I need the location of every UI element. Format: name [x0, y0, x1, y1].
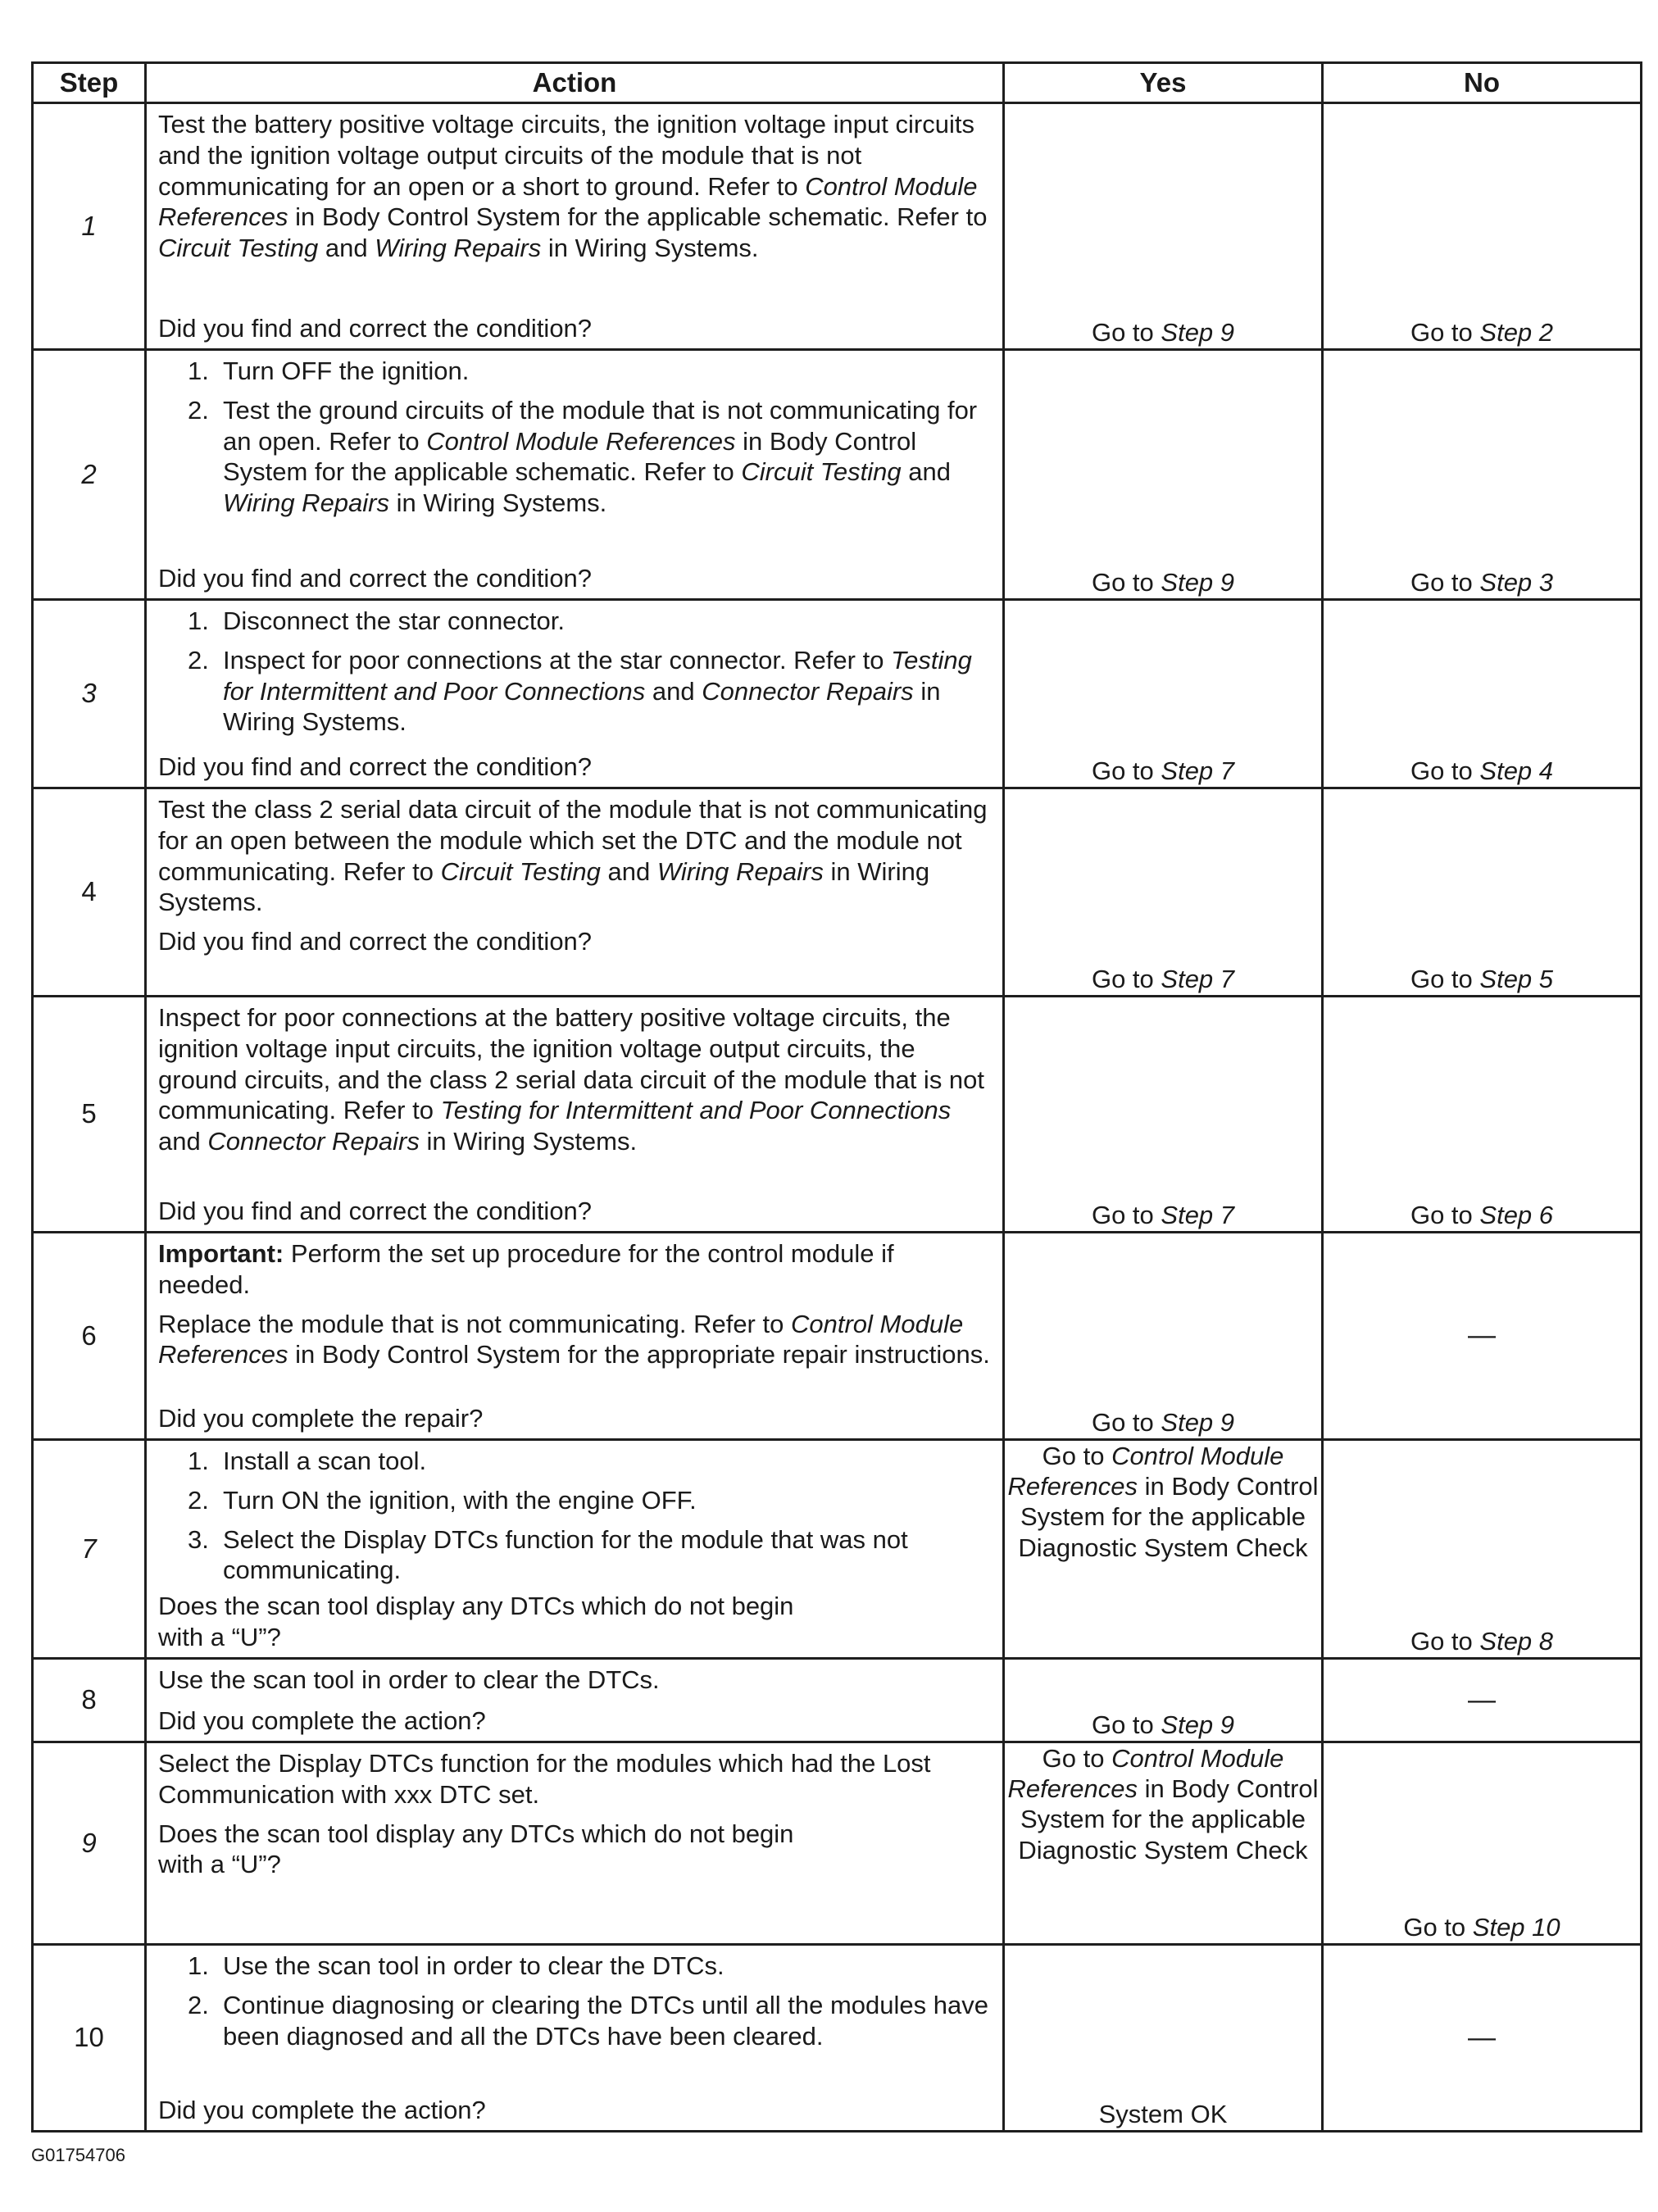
question-text: Did you find and correct the condition? [158, 1197, 593, 1226]
action-text: Inspect for poor connections at the battery positive voltage circuits, the ignition voltage input circuits, the ignition voltage output circuits, the ground circuits, and the class 2 serial data circuit of the module that is not communicating. Refer to Testing for Intermittent and Poor Connections and Connector Repairs in Wiring Systems. [158, 1003, 985, 1156]
no-result: — [1323, 1233, 1642, 1440]
step-number: 3 [33, 600, 146, 788]
action-text: Test the battery positive voltage circuits, the ignition voltage input circuits and the ignition voltage output circuits of the module that is not communicating for an open or a short to ground. Refer to Control Module References in Body Control System for the applicable schematic. Refer to Circuit Testing and Wiring Repairs in Wiring Systems. [158, 110, 988, 263]
action-cell [146, 350, 1004, 600]
table-row [33, 1945, 1642, 2132]
step-number: 7 [33, 1440, 146, 1659]
question-text: Does the scan tool display any DTCs which do not begin with a “U”? [158, 1592, 794, 1652]
question-text: Did you find and correct the condition? [158, 927, 593, 956]
header-no: No [1323, 63, 1642, 103]
yes-result: Go to Step 7 [1004, 788, 1323, 997]
table-row [33, 1659, 1642, 1742]
question-text: Does the scan tool display any DTCs which do not begin with a “U”? [158, 1819, 794, 1879]
yes-result: Go to Control Module References in Body Control System for the applicable Diagnostic System Check [1004, 1742, 1323, 1945]
yes-result: Go to Control Module References in Body Control System for the applicable Diagnostic System Check [1004, 1440, 1323, 1659]
no-result: Go to Step 6 [1323, 997, 1642, 1233]
header-yes: Yes [1004, 63, 1323, 103]
step-number: 6 [33, 1233, 146, 1440]
list-item: 2. Inspect for poor connections at the star connector. Refer to Testing for Intermittent and Poor Connections and Connector Repairs in Wiring Systems. [188, 645, 972, 737]
no-result: Go to Step 3 [1323, 350, 1642, 600]
no-result: Go to Step 5 [1323, 788, 1642, 997]
step-number: 8 [33, 1659, 146, 1742]
action-cell [146, 1659, 1004, 1742]
step-number: 1 [33, 103, 146, 350]
table-row [33, 788, 1642, 997]
list-item: 2. Test the ground circuits of the module that is not communicating for an open. Refer to Control Module References in Body Control System for the applicable schematic. Refer to Circuit Testing and Wiring Repairs in Wiring Systems. [188, 395, 978, 518]
list-item: 1. Disconnect the star connector. [188, 606, 566, 635]
yes-result: Go to Step 9 [1004, 103, 1323, 350]
action-cell [146, 103, 1004, 350]
question-text: Did you complete the action? [158, 1706, 486, 1736]
action-steps [158, 1951, 991, 2051]
table-row [33, 600, 1642, 788]
question-text: Did you find and correct the condition? [158, 564, 593, 593]
table-row [33, 997, 1642, 1233]
table-header-row [33, 63, 1642, 103]
action-cell [146, 788, 1004, 997]
list-item: 1. Turn OFF the ignition. [188, 357, 470, 385]
action-steps [158, 356, 991, 519]
action-cell [146, 997, 1004, 1233]
step-number: 4 [33, 788, 146, 997]
action-text: Use the scan tool in order to clear the DTCs. [158, 1665, 660, 1694]
question-text: Did you complete the action? [158, 2096, 486, 2125]
diagnostic-table [31, 61, 1642, 2133]
yes-result: Go to Step 9 [1004, 1659, 1323, 1742]
action-cell [146, 1742, 1004, 1945]
no-result: Go to Step 2 [1323, 103, 1642, 350]
no-result: — [1323, 1659, 1642, 1742]
list-item: 2. Turn ON the ignition, with the engine OFF. [188, 1485, 697, 1515]
list-item: 1. Use the scan tool in order to clear the DTCs. [188, 1951, 725, 1980]
important-label: Important: [158, 1239, 284, 1268]
step-number: 2 [33, 350, 146, 600]
action-text: Select the Display DTCs function for the modules which had the Lost Communication with xxx DTC set. [158, 1749, 931, 1809]
action-steps [158, 1446, 991, 1586]
yes-result: System OK [1004, 1945, 1323, 2132]
table-row [33, 1742, 1642, 1945]
action-cell [146, 1440, 1004, 1659]
question-text: Did you find and correct the condition? [158, 752, 593, 782]
table-row [33, 103, 1642, 350]
header-action: Action [146, 63, 1004, 103]
step-number: 5 [33, 997, 146, 1233]
action-steps [158, 606, 991, 738]
table-row [33, 350, 1642, 600]
list-item: 1. Install a scan tool. [188, 1447, 427, 1475]
table-row [33, 1233, 1642, 1440]
yes-result: Go to Step 9 [1004, 1233, 1323, 1440]
no-result: Go to Step 10 [1323, 1742, 1642, 1945]
question-text: Did you find and correct the condition? [158, 314, 593, 343]
table-row [33, 1440, 1642, 1659]
header-step: Step [33, 63, 146, 103]
yes-result: Go to Step 9 [1004, 350, 1323, 600]
action-cell [146, 600, 1004, 788]
list-item: 2. Continue diagnosing or clearing the DTCs until all the modules have been diagnosed and all the DTCs have been cleared. [188, 1990, 988, 2051]
step-number: 9 [33, 1742, 146, 1945]
action-text: Test the class 2 serial data circuit of the module that is not communicating for an open between the module which set the DTC and the module not communicating. Refer to Circuit Testing and Wiring Repairs in Wiring Systems. [158, 795, 988, 917]
yes-result: Go to Step 7 [1004, 600, 1323, 788]
action-cell [146, 1233, 1004, 1440]
action-cell [146, 1945, 1004, 2132]
action-text: Replace the module that is not communicating. Refer to Control Module References in Body Control System for the appropriate repair instructions. [158, 1309, 990, 1369]
question-text: Did you complete the repair? [158, 1404, 484, 1433]
no-result: Go to Step 8 [1323, 1440, 1642, 1659]
no-result: Go to Step 4 [1323, 600, 1642, 788]
yes-result: Go to Step 7 [1004, 997, 1323, 1233]
figure-id: G01754706 [31, 2145, 125, 2165]
step-number: 10 [33, 1945, 146, 2132]
no-result: — [1323, 1945, 1642, 2132]
important-note: Important: Perform the set up procedure for the control module if needed. [158, 1239, 894, 1299]
list-item: 3. Select the Display DTCs function for the module that was not communicating. [188, 1524, 908, 1585]
